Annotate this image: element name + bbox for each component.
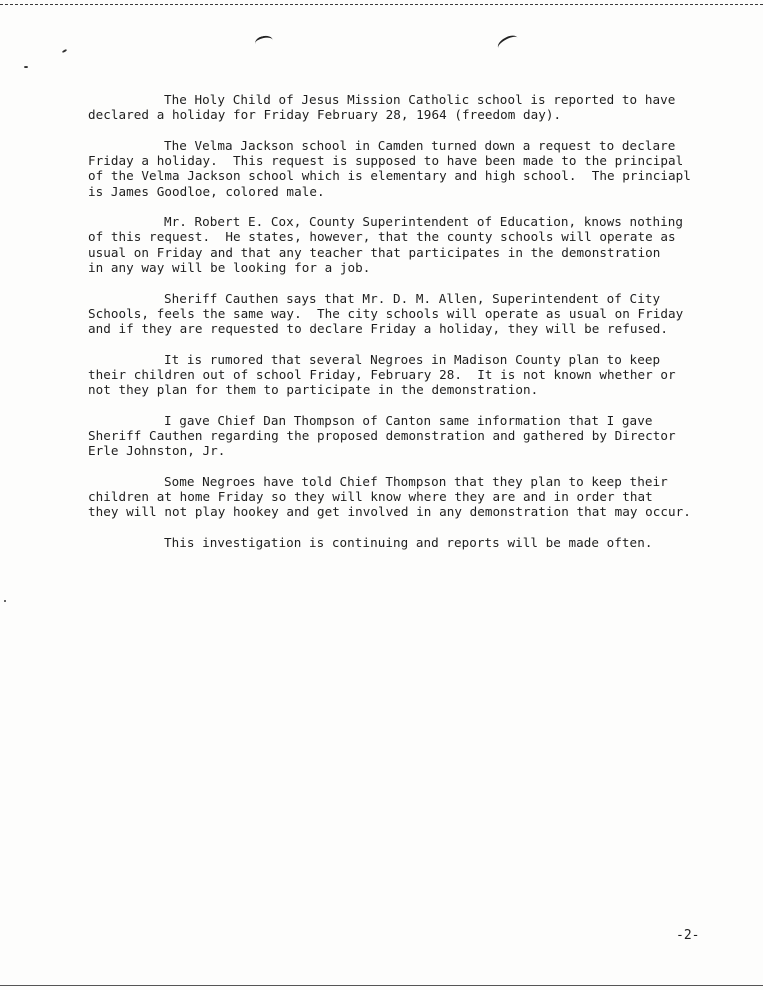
scan-speck <box>62 49 67 53</box>
paragraph-2 <box>88 138 708 199</box>
text-line: usual on Friday and that any teacher that participates in the demonstration <box>88 244 661 260</box>
text-line: their children out of school Friday, February 28. It is not known whether or <box>88 366 676 382</box>
text-line: in any way will be looking for a job. <box>88 259 371 275</box>
text-line: Some Negroes have told Chief Thompson that they plan to keep their <box>164 473 668 489</box>
punch-hole-mark-right <box>495 33 520 54</box>
punch-hole-mark-left <box>254 34 274 49</box>
text-line: Schools, feels the same way. The city schools will operate as usual on Friday <box>88 305 684 321</box>
text-line: Mr. Robert E. Cox, County Superintendent of Education, knows nothing <box>164 214 683 230</box>
scan-speck <box>4 600 6 602</box>
text-line: of this request. He states, however, that the county schools will operate as <box>88 229 676 245</box>
text-line: they will not play hookey and get involved in any demonstration that may occur. <box>88 504 691 520</box>
text-line: declared a holiday for Friday February 28, 1964 (freedom day). <box>88 107 562 123</box>
paragraph-7 <box>88 474 708 520</box>
bottom-edge-rule <box>0 985 763 986</box>
text-line: and if they are requested to declare Friday a holiday, they will be refused. <box>88 320 669 336</box>
text-line: It is rumored that several Negroes in Madison County plan to keep <box>164 351 661 367</box>
text-line: Friday a holiday. This request is supposed to have been made to the principal <box>88 153 684 169</box>
paragraph-8 <box>88 535 708 550</box>
page-number: -2- <box>676 928 700 943</box>
text-line: Sheriff Cauthen regarding the proposed demonstration and gathered by Director <box>88 427 676 443</box>
text-line: not they plan for them to participate in the demonstration. <box>88 382 539 398</box>
text-line: is James Goodloe, colored male. <box>88 183 325 199</box>
text-line: This investigation is continuing and reports will be made often. <box>164 534 653 550</box>
memo-body <box>88 92 708 566</box>
top-edge-rule <box>0 4 763 5</box>
text-line: The Velma Jackson school in Camden turned down a request to declare <box>164 137 676 153</box>
text-line: I gave Chief Dan Thompson of Canton same information that I gave <box>164 412 653 428</box>
paragraph-3 <box>88 214 708 275</box>
text-line: children at home Friday so they will know where they are and in order that <box>88 489 653 505</box>
text-line: Erle Johnston, Jr. <box>88 443 226 459</box>
text-line: The Holy Child of Jesus Mission Catholic school is reported to have <box>164 92 676 107</box>
scan-speck <box>24 66 28 68</box>
paragraph-4 <box>88 291 708 337</box>
text-line: Sheriff Cauthen says that Mr. D. M. Allen, Superintendent of City <box>164 290 661 306</box>
paragraph-1 <box>88 92 708 122</box>
text-line: of the Velma Jackson school which is elementary and high school. The princiapl <box>88 168 691 184</box>
paragraph-5 <box>88 352 708 398</box>
paragraph-6 <box>88 413 708 459</box>
